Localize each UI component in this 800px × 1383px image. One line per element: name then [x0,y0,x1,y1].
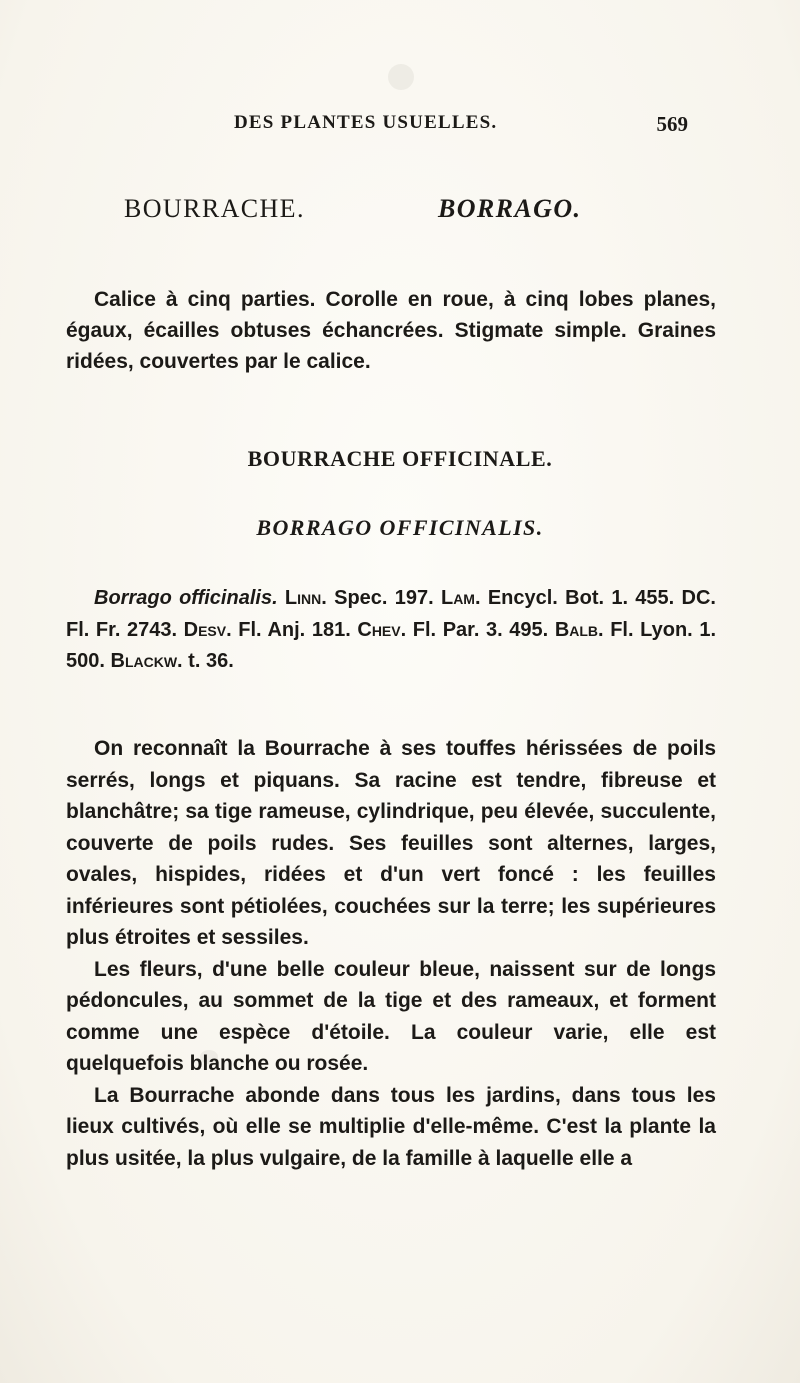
synonymy [66,583,716,678]
synonymy-citation: t. 36. [188,650,234,672]
synonymy-species-name: Borrago officinalis. [94,587,278,609]
paragraph: La Bourrache abonde dans tous les jardins, dans tous les lieux cultivés, où elle se multiplie d'elle-même. C'est la plante la plus usitée, la plus vulgaire, de la famille à laquelle elle a [66,1083,716,1170]
description-text [66,733,716,1174]
running-head [234,112,688,142]
genus-french-name: BOURRACHE. [124,194,305,223]
synonymy-author: Lam. [440,587,481,609]
paragraph: Les fleurs, d'une belle couleur bleue, naissent sur de longs pédoncules, au sommet de la tige et des rameaux, et forment comme une espèce d'étoile. La couleur varie, elle est quelquefois blanche ou rosée. [66,957,716,1075]
paper-stain [388,64,414,90]
species-latin-name: BORRAGO OFFICINALIS. [256,515,544,540]
synonymy-author: Desv. [183,618,232,641]
species-french-name: BOURRACHE OFFICINALE. [247,446,553,471]
synonymy-author: Linn. [284,587,327,609]
synonymy-author: Chev. [357,618,407,641]
synonymy-author: Balb. [554,618,604,641]
synonymy-citation: Fl. Lyon. 1. 500. [66,618,717,672]
synonymy-citation: Fl. Anj. 181. [238,618,351,641]
genus-diagnosis: Calice à cinq parties. Corolle en roue, à cinq lobes planes, égaux, écailles obtuses échancrées. Stigmate simple. Graines ridées, couvertes par le calice. [66,288,716,373]
synonymy-author: Blackw. [110,650,183,672]
synonymy-citation: Encycl. Bot. 1. 455. [487,587,675,609]
genus-heading [124,194,684,234]
synonymy-citation: Fl. Par. 3. 495. [412,618,549,641]
page-number: 569 [656,112,688,136]
synonymy-citation: DC. Fl. Fr. 2743. [66,587,716,641]
genus-latin-name: BORRAGO. [438,194,582,223]
paragraph: On reconnaît la Bourrache à ses touffes hérissées de poils serrés, longs et piquans. Sa racine est tendre, fibreuse et blanchâtre; sa tige rameuse, cylindrique, peu élevée, succulente, couverte de poils rudes. Ses feuilles sont alternes, larges, ovales, hispides, ridées et d'un vert foncé : les feuilles inférieures sont pétiolées, couchées sur la terre; les supérieures plus étroites et sessiles. [66,737,716,949]
synonymy-citation: Spec. 197. [334,587,434,609]
running-title: DES PLANTES USUELLES. [234,112,498,133]
